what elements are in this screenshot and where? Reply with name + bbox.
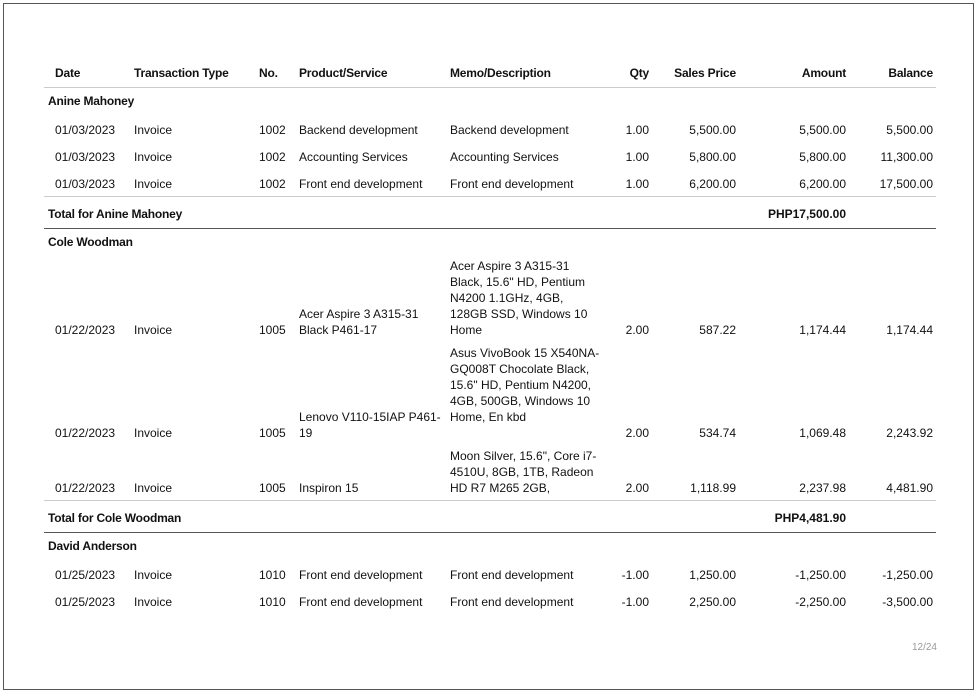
row-amount: 2,237.98	[799, 481, 846, 495]
row-date: 01/22/2023	[55, 323, 116, 337]
row-no: 1010	[259, 595, 286, 609]
col-header-sales-price: Sales Price	[674, 66, 736, 80]
customer-group-name: Anine Mahoney	[48, 94, 135, 108]
total-divider	[44, 196, 936, 197]
row-price: 1,250.00	[689, 568, 736, 582]
row-date: 01/22/2023	[55, 481, 116, 495]
row-type: Invoice	[134, 177, 173, 191]
row-amount: -1,250.00	[795, 568, 846, 582]
row-balance: 5,500.00	[886, 123, 933, 137]
row-balance: 2,243.92	[886, 426, 933, 440]
row-product: Inspiron 15	[299, 481, 359, 495]
row-type: Invoice	[134, 481, 173, 495]
total-divider	[44, 500, 936, 501]
row-amount: 5,500.00	[799, 123, 846, 137]
row-no: 1005	[259, 323, 286, 337]
row-date: 01/25/2023	[55, 568, 116, 582]
row-date: 01/03/2023	[55, 123, 116, 137]
col-header-no: No.	[259, 66, 278, 80]
row-amount: 6,200.00	[799, 177, 846, 191]
row-qty: -1.00	[621, 595, 649, 609]
row-product: Accounting Services	[299, 150, 408, 164]
row-no: 1002	[259, 177, 286, 191]
customer-group-name: Cole Woodman	[48, 235, 133, 249]
group-total-amount: PHP17,500.00	[767, 207, 846, 221]
row-memo: Accounting Services	[450, 150, 559, 164]
row-type: Invoice	[134, 568, 173, 582]
row-date: 01/03/2023	[55, 177, 116, 191]
col-header-amount: Amount	[801, 66, 846, 80]
row-memo: Front end development	[450, 595, 574, 609]
row-qty: 1.00	[625, 123, 649, 137]
row-balance: -1,250.00	[882, 568, 933, 582]
row-balance: 4,481.90	[886, 481, 933, 495]
row-memo: Backend development	[450, 123, 569, 137]
row-qty: -1.00	[621, 568, 649, 582]
row-memo: Asus VivoBook 15 X540NA-GQ008T Chocolate Black, 15.6" HD, Pentium N4200, 4GB, 500GB, Windows 10 Home, En kbd	[450, 346, 600, 424]
row-qty: 2.00	[625, 323, 649, 337]
page-number: 12/24	[911, 642, 937, 653]
col-header-transaction-type: Transaction Type	[134, 66, 229, 80]
row-balance: 17,500.00	[879, 177, 933, 191]
row-amount: 1,174.44	[799, 323, 846, 337]
row-memo: Moon Silver, 15.6", Core i7-4510U, 8GB, 1TB, Radeon HD R7 M265 2GB,	[450, 449, 597, 495]
row-no: 1002	[259, 150, 286, 164]
col-header-date: Date	[55, 66, 81, 80]
row-amount: -2,250.00	[795, 595, 846, 609]
row-product: Lenovo V110-15IAP P461-19	[299, 410, 441, 440]
row-price: 534.74	[699, 426, 736, 440]
row-date: 01/03/2023	[55, 150, 116, 164]
row-date: 01/22/2023	[55, 426, 116, 440]
row-memo: Front end development	[450, 568, 574, 582]
row-qty: 1.00	[625, 150, 649, 164]
row-product: Front end development	[299, 595, 423, 609]
row-type: Invoice	[134, 595, 173, 609]
row-type: Invoice	[134, 123, 173, 137]
row-price: 2,250.00	[689, 595, 736, 609]
row-product: Backend development	[299, 123, 418, 137]
row-balance: -3,500.00	[882, 595, 933, 609]
row-price: 587.22	[699, 323, 736, 337]
row-price: 5,800.00	[689, 150, 736, 164]
row-no: 1010	[259, 568, 286, 582]
col-header-product: Product/Service	[299, 66, 388, 80]
row-memo: Acer Aspire 3 A315-31 Black, 15.6" HD, Pentium N4200 1.1GHz, 4GB, 128GB SSD, Windows 10 Home	[450, 259, 588, 337]
row-type: Invoice	[134, 150, 173, 164]
row-price: 1,118.99	[690, 481, 736, 495]
row-no: 1002	[259, 123, 286, 137]
row-amount: 5,800.00	[799, 150, 846, 164]
row-price: 5,500.00	[689, 123, 736, 137]
col-header-balance: Balance	[888, 66, 933, 80]
row-product: Acer Aspire 3 A315-31 Black P461-17	[299, 307, 419, 337]
row-qty: 2.00	[625, 481, 649, 495]
group-total-amount: PHP4,481.90	[774, 511, 846, 525]
row-price: 6,200.00	[689, 177, 736, 191]
row-memo: Front end development	[450, 177, 574, 191]
row-type: Invoice	[134, 426, 173, 440]
group-total-label: Total for Anine Mahoney	[48, 207, 183, 221]
row-product: Front end development	[299, 568, 423, 582]
header-divider	[44, 87, 936, 88]
row-balance: 1,174.44	[886, 323, 933, 337]
row-qty: 1.00	[625, 177, 649, 191]
row-no: 1005	[259, 426, 286, 440]
row-type: Invoice	[134, 323, 173, 337]
row-qty: 2.00	[625, 426, 649, 440]
row-no: 1005	[259, 481, 286, 495]
col-header-qty: Qty	[629, 66, 649, 80]
group-end-divider	[44, 228, 936, 229]
col-header-memo: Memo/Description	[450, 66, 551, 80]
row-date: 01/25/2023	[55, 595, 116, 609]
group-total-label: Total for Cole Woodman	[48, 511, 182, 525]
customer-group-name: David Anderson	[48, 539, 137, 553]
row-amount: 1,069.48	[799, 426, 846, 440]
row-balance: 11,300.00	[880, 150, 933, 164]
row-product: Front end development	[299, 177, 423, 191]
group-end-divider	[44, 532, 936, 533]
